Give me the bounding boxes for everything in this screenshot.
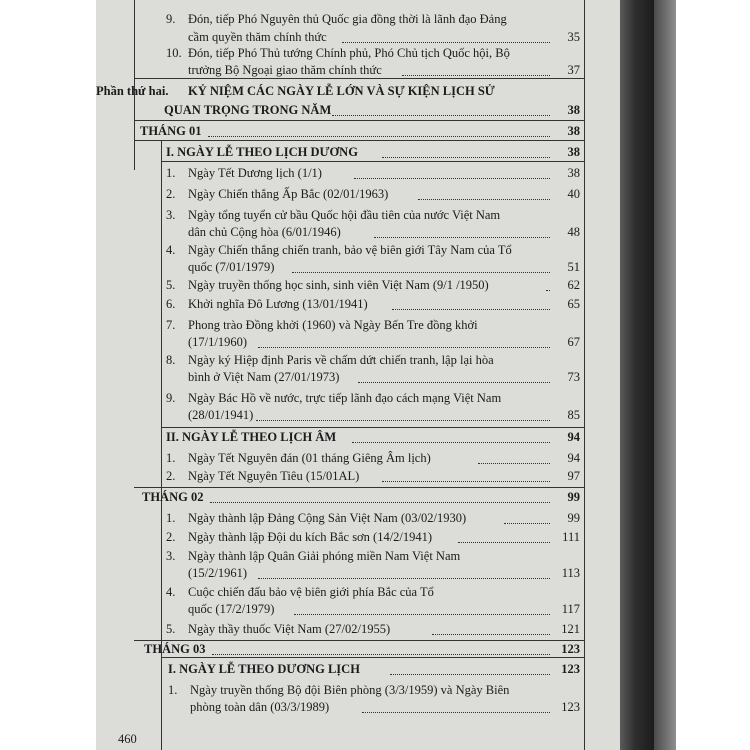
entry-page: 35: [567, 30, 580, 44]
dot-leader: [212, 654, 550, 655]
entry-number: 5.: [166, 622, 176, 636]
dot-leader: [382, 481, 550, 482]
entry-number: 7.: [166, 318, 176, 332]
entry-number: 1.: [166, 166, 176, 180]
entry-number: 1.: [166, 451, 176, 465]
entry-title-line1: Ngày ký Hiệp định Paris về chấm dứt chiến tranh, lập lại hòa: [188, 353, 494, 367]
entry-title-line1: Ngày tổng tuyển cử bầu Quốc hội đầu tiên của nước Việt Nam: [188, 208, 501, 222]
entry-title-line1: Đón, tiếp Phó Nguyên thủ Quốc gia đồng thời là lãnh đạo Đảng: [188, 12, 507, 26]
rule: [161, 657, 584, 658]
book-cover-edge: [654, 0, 676, 750]
dot-leader: [352, 442, 550, 443]
part-heading-line2: QUAN TRỌNG TRONG NĂM: [164, 103, 332, 117]
rule: [161, 427, 584, 428]
entry-title: Khởi nghĩa Đô Lương (13/01/1941): [188, 297, 368, 311]
entry-page: 123: [561, 700, 580, 714]
entry-title: Ngày Chiến thắng Ấp Bắc (02/01/1963): [188, 187, 389, 201]
entry-number: 8.: [166, 353, 176, 367]
entry-number: 1.: [168, 683, 178, 697]
dot-leader: [258, 347, 550, 348]
entry-page: 99: [567, 511, 580, 525]
month-heading: THÁNG 01: [140, 124, 202, 138]
entry-title: Ngày thành lập Đảng Cộng Sản Việt Nam (03/02/1930): [188, 511, 467, 525]
dot-leader: [478, 463, 550, 464]
entry-page: 38: [567, 103, 580, 117]
section-heading: I. NGÀY LỄ THEO LỊCH DƯƠNG: [166, 145, 358, 159]
entry-page: 123: [561, 642, 580, 656]
table-rule-inner: [161, 140, 162, 750]
dot-leader: [358, 382, 550, 383]
entry-number: 9.: [166, 391, 176, 405]
entry-title-line2: phòng toàn dân (03/3/1989): [190, 700, 330, 714]
dot-leader: [402, 75, 550, 76]
entry-title: Ngày thầy thuốc Việt Nam (27/02/1955): [188, 622, 391, 636]
entry-number: 1.: [166, 511, 176, 525]
entry-title: Ngày Tết Nguyên đán (01 tháng Giêng Âm lịch): [188, 451, 431, 465]
dot-leader: [210, 502, 550, 503]
dot-leader: [256, 420, 550, 421]
rule: [134, 120, 584, 121]
dot-leader: [432, 634, 550, 635]
page-number: 460: [118, 732, 137, 746]
entry-number: 3.: [166, 549, 176, 563]
rule: [134, 78, 584, 79]
entry-page: 40: [567, 187, 580, 201]
entry-page: 37: [567, 63, 580, 77]
entry-page: 113: [561, 566, 580, 580]
dot-leader: [342, 42, 550, 43]
rule: [161, 161, 584, 162]
dot-leader: [362, 712, 550, 713]
entry-page: 85: [567, 408, 580, 422]
entry-title-line2: trưởng Bộ Ngoại giao thăm chính thức: [188, 63, 382, 77]
dot-leader: [418, 199, 550, 200]
entry-title-line2: quốc (7/01/1979): [188, 260, 275, 274]
dot-leader: [258, 578, 550, 579]
dot-leader: [382, 157, 550, 158]
entry-page: 99: [567, 490, 580, 504]
rule: [134, 140, 584, 141]
entry-title-line1: Đón, tiếp Phó Thủ tướng Chính phủ, Phó Chủ tịch Quốc hội, Bộ: [188, 46, 510, 60]
rule: [134, 487, 584, 488]
entry-number: 2.: [166, 187, 176, 201]
entry-page: 48: [567, 225, 580, 239]
entry-page: 97: [567, 469, 580, 483]
entry-number: 2.: [166, 530, 176, 544]
part-heading-line1: KỶ NIỆM CÁC NGÀY LỄ LỚN VÀ SỰ KIỆN LỊCH SỬ: [188, 84, 495, 98]
dot-leader: [354, 178, 550, 179]
dot-leader: [208, 136, 550, 137]
entry-number: 2.: [166, 469, 176, 483]
entry-number: 4.: [166, 585, 176, 599]
entry-page: 123: [561, 662, 580, 676]
dot-leader: [392, 309, 550, 310]
section-heading: I. NGÀY LỄ THEO DƯƠNG LỊCH: [168, 662, 360, 676]
rule: [134, 640, 584, 641]
entry-number: 9.: [166, 12, 176, 26]
entry-page: 51: [567, 260, 580, 274]
entry-title-line2: bình ở Việt Nam (27/01/1973): [188, 370, 340, 384]
entry-title-line1: Ngày thành lập Quân Giải phóng miền Nam Việt Nam: [188, 549, 461, 563]
book-spine-shadow: [620, 0, 654, 750]
entry-title-line1: Ngày Chiến thắng chiến tranh, bảo vệ biên giới Tây Nam của Tổ: [188, 243, 512, 257]
entry-number: 5.: [166, 278, 176, 292]
dot-leader: [292, 272, 550, 273]
table-rule-right: [584, 0, 585, 750]
entry-number: 10.: [166, 46, 182, 60]
entry-number: 4.: [166, 243, 176, 257]
entry-page: 62: [567, 278, 580, 292]
entry-title-line2: dân chủ Cộng hòa (6/01/1946): [188, 225, 341, 239]
entry-title-line1: Phong trào Đồng khởi (1960) và Ngày Bến Tre đồng khởi: [188, 318, 478, 332]
month-heading: THÁNG 02: [142, 490, 204, 504]
entry-title-line2: (28/01/1941): [188, 408, 254, 422]
month-heading: THÁNG 03: [144, 642, 206, 656]
dot-leader: [390, 674, 550, 675]
entry-number: 6.: [166, 297, 176, 311]
entry-title-line2: quốc (17/2/1979): [188, 602, 275, 616]
entry-page: 38: [567, 124, 580, 138]
entry-page: 94: [567, 430, 580, 444]
entry-page: 121: [561, 622, 580, 636]
part-heading-lead: Phần thứ hai.: [96, 84, 169, 98]
dot-leader: [374, 237, 550, 238]
dot-leader: [294, 614, 550, 615]
dot-leader: [504, 523, 550, 524]
entry-page: 38: [567, 166, 580, 180]
entry-page: 73: [567, 370, 580, 384]
entry-title-line1: Cuộc chiến đấu bảo vệ biên giới phía Bắc của Tổ: [188, 585, 434, 599]
entry-page: 111: [562, 530, 580, 544]
dot-leader: [458, 542, 550, 543]
entry-page: 67: [567, 335, 580, 349]
entry-page: 65: [567, 297, 580, 311]
entry-page: 117: [561, 602, 580, 616]
section-heading: II. NGÀY LỄ THEO LỊCH ÂM: [166, 430, 337, 444]
entry-title: Ngày thành lập Đội du kích Bắc sơn (14/2/1941): [188, 530, 433, 544]
entry-title-line2: (15/2/1961): [188, 566, 248, 580]
entry-title-line1: Ngày Bác Hồ về nước, trực tiếp lãnh đạo cách mạng Việt Nam: [188, 391, 502, 405]
entry-title: Ngày Tết Nguyên Tiêu (15/01AL): [188, 469, 360, 483]
entry-title: Ngày Tết Dương lịch (1/1): [188, 166, 322, 180]
entry-title: Ngày truyền thống học sinh, sinh viên Việt Nam (9/1 /1950): [188, 278, 489, 292]
entry-page: 38: [567, 145, 580, 159]
entry-page: 94: [567, 451, 580, 465]
dot-leader: [332, 115, 550, 116]
entry-number: 3.: [166, 208, 176, 222]
entry-title-line2: cầm quyền thăm chính thức: [188, 30, 327, 44]
entry-title-line1: Ngày truyền thống Bộ đội Biên phòng (3/3/1959) và Ngày Biên: [190, 683, 510, 697]
entry-title-line2: (17/1/1960): [188, 335, 248, 349]
book-page: [96, 0, 620, 750]
